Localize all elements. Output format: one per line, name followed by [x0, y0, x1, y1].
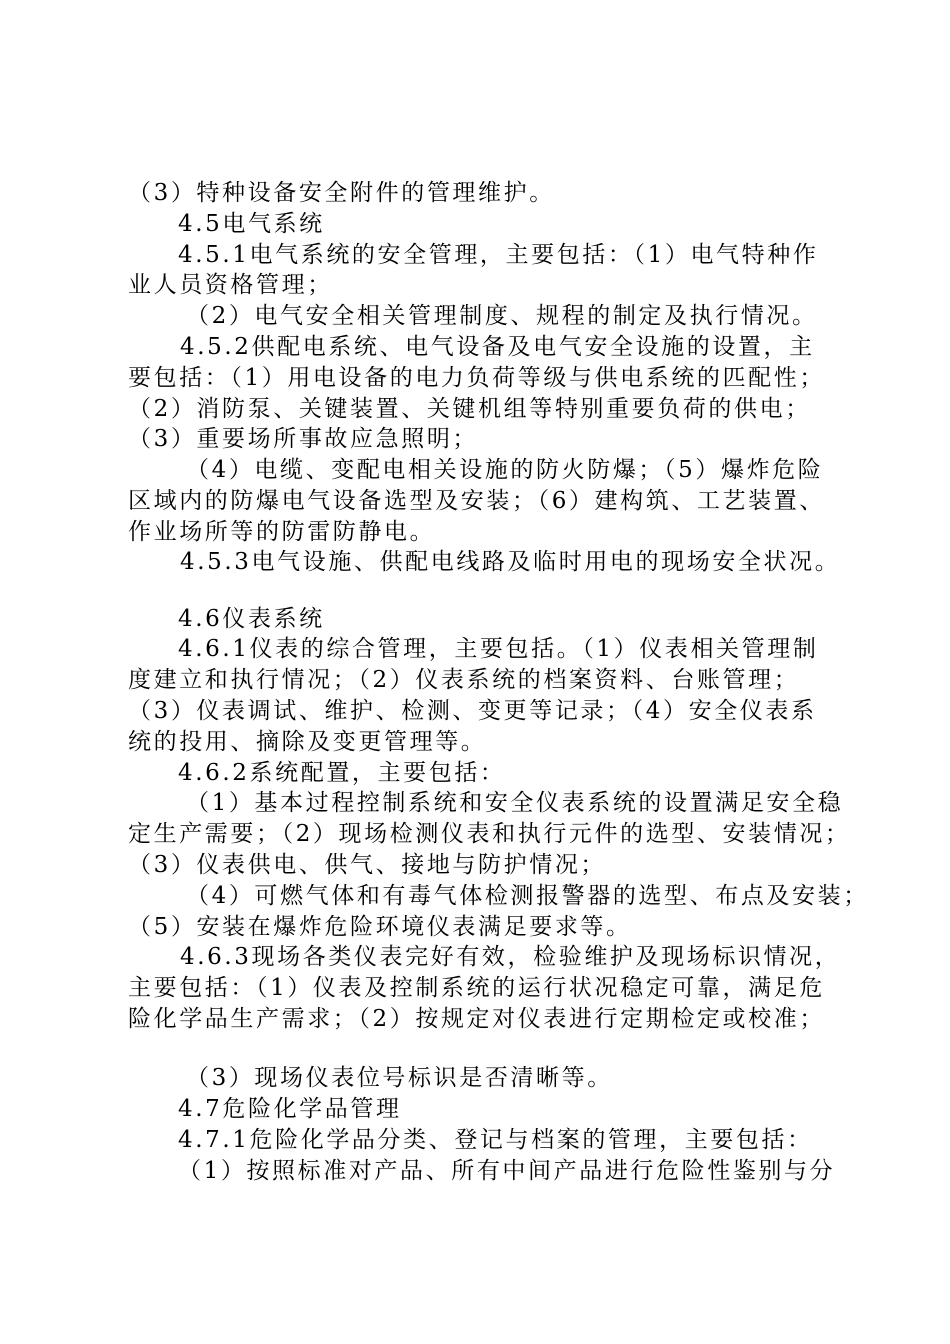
text-line: 4.5.3电气设施、供配电线路及临时用电的现场安全状况。 [180, 549, 841, 575]
text-line: 4.7.1危险化学品分类、登记与档案的管理，主要包括： [178, 1127, 813, 1153]
text-line: 度建立和执行情况；（2）仪表系统的档案资料、台账管理； [128, 667, 800, 693]
text-line: （2）电气安全相关管理制度、规程的制定及执行情况。 [186, 303, 818, 329]
text-line: 定生产需要；（2）现场检测仪表和执行元件的选型、安装情况； [128, 821, 851, 847]
text-line: 要包括：（1）用电设备的电力负荷等级与供电系统的匹配性； [128, 365, 825, 391]
text-line: 业人员资格管理； [128, 272, 333, 298]
text-line: 4.5.2供配电系统、电气设备及电气安全设施的设置，主 [180, 334, 815, 360]
text-line: （4）可燃气体和有毒气体检测报警器的选型、布点及安装； [186, 883, 869, 909]
text-line: （2）消防泵、关键装置、关键机组等特别重要负荷的供电； [128, 396, 811, 422]
text-line: （3）现场仪表位号标识是否清晰等。 [186, 1065, 613, 1091]
text-line: （3）仪表调试、维护、检测、变更等记录；（4）安全仪表系 [128, 698, 817, 724]
text-line: 统的投用、摘除及变更管理等。 [128, 729, 487, 755]
text-line: （5）安装在爆炸危险环境仪表满足要求等。 [128, 914, 632, 940]
text-line: （1）按照标准对产品、所有中间产品进行危险性鉴别与分 [178, 1158, 836, 1184]
text-line: 4.6.1仪表的综合管理，主要包括。（1）仪表相关管理制 [178, 636, 819, 662]
section-heading: 4.7危险化学品管理 [178, 1096, 402, 1122]
text-line: （4）电缆、变配电相关设施的防火防爆；（5）爆炸危险 [186, 457, 824, 483]
text-line: 4.6.2系统配置，主要包括： [178, 760, 506, 786]
text-line: 作业场所等的防雷防静电。 [128, 519, 436, 545]
text-line: （3）重要场所事故应急照明； [128, 426, 479, 452]
text-line: （1）基本过程控制系统和安全仪表系统的设置满足安全稳 [186, 790, 844, 816]
text-line: 4.5.1电气系统的安全管理，主要包括：（1）电气特种作 [178, 242, 819, 268]
section-heading: 4.6仪表系统 [178, 606, 325, 632]
section-heading: 4.5电气系统 [178, 211, 325, 237]
text-line: 险化学品生产需求；（2）按规定对仪表进行定期检定或校准； [128, 1006, 825, 1032]
text-line: 主要包括：（1）仪表及控制系统的运行状况稳定可靠，满足危 [128, 975, 825, 1001]
text-line: 4.6.3现场各类仪表完好有效，检验维护及现场标识情况， [180, 944, 841, 970]
text-line: （3）特种设备安全附件的管理维护。 [128, 180, 555, 206]
text-line: 区域内的防爆电气设备选型及安装；（6）建构筑、工艺装置、 [128, 488, 825, 514]
text-line: （3）仪表供电、供气、接地与防护情况； [128, 852, 607, 878]
